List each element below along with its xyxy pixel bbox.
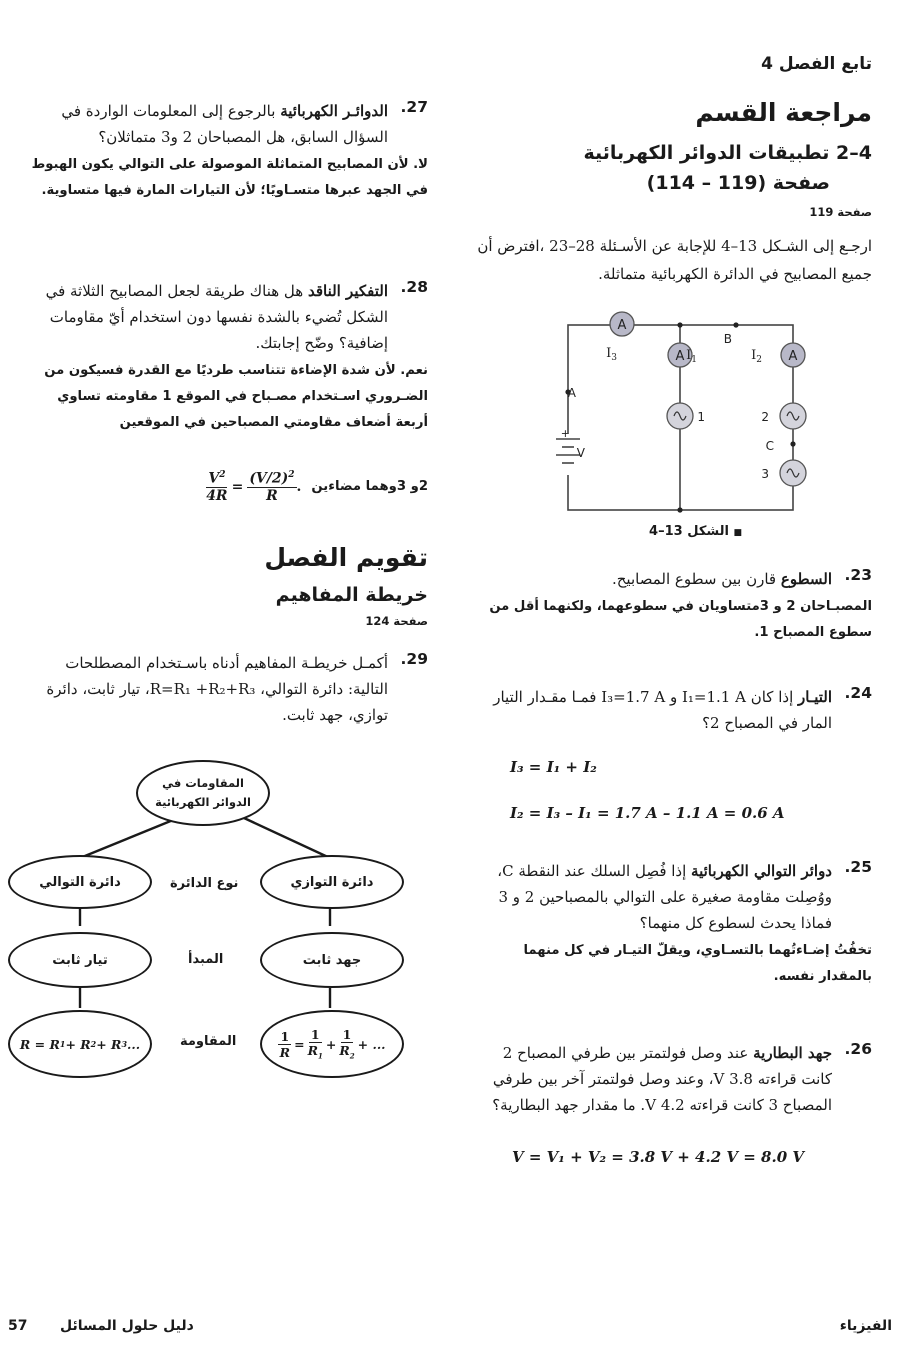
answer-28: نعم. لأن شدة الإضاءة تتناسب طرديًا مع القدرة فسيكون من الضـروري اسـتخدام مصـباح في الموقع 1 مقاومته تساوي أربعة أضعاف مقاومتي المصباحين في الموقعين: [44, 363, 428, 430]
section-intro: ارجـع إلى الشـكل 13–4 للإجابة عن الأسـئلة 28–23 ،افترض أن جميع المصابيح في الدائرة الكهربائية متماثلة.: [477, 237, 872, 283]
circuit-diagram: [540, 305, 820, 545]
concept-label-principle: المبدأ: [188, 952, 224, 967]
answer-27: لا. لأن المصابيح المتماثلة الموصولة على التوالي يكون الهبوط في الجهد عبرها متسـاويًا؛ لأن التيارات المارة فيها متساوية.: [31, 157, 428, 198]
concept-series-formula-node: R = R 1 + R 2 + R 3 ...: [8, 1010, 152, 1078]
concept-label-type: نوع الدائرة: [170, 876, 239, 891]
svg-text:V: V: [576, 446, 585, 460]
answer-28-formula: 2و 3وهما مضاءين $\frac{V^2}{4R}$ = $\frac{(V/2)^2}{R}$ .: [206, 470, 428, 504]
svg-text:A: A: [675, 349, 685, 364]
svg-text:A: A: [617, 318, 627, 333]
bulb-icon: [667, 403, 693, 429]
question-26: 26. جهد البطارية عند وصل فولتمتر بين طرفي المصباح 2 كانت قراءته 3.8 V، وعند وصل فولتمتر آخر بين طرفي المصباح 3 كانت قراءته 4.2 V. ما مقدار جهد البطارية؟: [492, 1040, 872, 1114]
chapter-review-title: تقويم الفصل: [264, 543, 428, 572]
question-27: 27. الدوائـر الكهربائية بالرجوع إلى المعلومات الواردة في السؤال السابق، هل المصباحان 2 و3 متماثلان؟ لا. لأن المصابيح المتماثلة الموصولة على التوالي يكون الهبوط في الجهد عبرها متسـاويًا؛ لأن التيارات المارة فيها متساوية.: [28, 98, 428, 204]
ammeter-icon: [610, 312, 634, 336]
question-25: 25. دوائر التوالي الكهربائية إذا فُصِل السلك عند النقطة C، ووُصِلت مقاومة صغيرة على التوالي بالمصباحين 2 و 3 فماذا يحدث لسطوع كل منهما؟ تخفُتُ إضـاءتُهما بالتسـاوي، ويقلّ التيـار في كل منهما بالمقدار نفسه.: [470, 858, 872, 990]
svg-text:I3: $I_3$: [606, 346, 617, 363]
svg-text:2: 2: [761, 410, 769, 424]
page-reference: صفحة 119: [809, 205, 872, 219]
svg-text:1: 1: [697, 410, 705, 424]
concept-label-resistance: المقاومة: [180, 1034, 237, 1049]
svg-text:A: A: [567, 386, 576, 400]
footer-page-number: 57: [8, 1318, 28, 1334]
section-review-title: مراجعة القسم: [695, 98, 872, 127]
concept-voltage-node: جهد ثابت: [260, 932, 404, 988]
section-pages: صفحة (119 – 114): [646, 172, 830, 194]
svg-text:A: A: [788, 349, 798, 364]
chapter-continued-header: تابع الفصل 4: [761, 54, 872, 74]
svg-text:C: C: [765, 439, 774, 453]
answer-25: تخفُتُ إضـاءتُهما بالتسـاوي، ويقلّ التيـار في كل منهما بالمقدار نفسه.: [523, 943, 872, 984]
bulb-icon: [780, 460, 806, 486]
question-28: 28. التفكير الناقد هل هناك طريقة لجعل المصابيح الثلاثة في الشكل تُضيء بالشدة نفسها دون استخدام أيّ مقاومات إضافية؟ وضّح إجابتك. نعم. لأن شدة الإضاءة تتناسب طرديًا مع القدرة فسيكون من الضـروري اسـتخدام مصـباح في الموقع 1 مقاومته تساوي أربعة أضعاف مقاومتي المصباحين في الموقعين: [28, 278, 428, 436]
equation-24a: I₃ = I₁ + I₂: [510, 758, 597, 776]
svg-text:I1: $I_1$: [686, 348, 697, 365]
svg-text:I2: $I_2$: [751, 348, 762, 365]
svg-text:+: +: [560, 427, 570, 440]
concept-map-subtitle: خريطة المفاهيم: [275, 584, 428, 606]
concept-current-node: تيار ثابت: [8, 932, 152, 988]
concept-parallel-node: دائرة التوازي: [260, 855, 404, 909]
chapter-page-reference: صفحة 124: [365, 614, 428, 628]
section-subtitle: 4–2 تطبيقات الدوائر الكهربائية: [583, 142, 872, 164]
svg-text:B: B: [723, 332, 732, 346]
equation-26: V = V₁ + V₂ = 3.8 V + 4.2 V = 8.0 V: [512, 1148, 804, 1166]
concept-series-node: دائرة التوالي: [8, 855, 152, 909]
figure-caption: ■ الشكل 13–4: [649, 524, 742, 539]
question-29: 29. أكمـل خريطـة المفاهيم أدناه باسـتخدام المصطلحات التالية: دائرة التوالي، R=R₁ +R₂+R₃، تيار ثابت، دائرة توازي، جهد ثابت.: [46, 650, 428, 724]
concept-root-node: المقاومات في الدوائر الكهربائية: [136, 760, 270, 826]
bulb-icon: [780, 403, 806, 429]
answer-23: المصبـاحان 2 و 3متساويان في سطوعهما، ولكنهما أقل من سطوع المصباح 1.: [489, 599, 872, 640]
equation-24b: I₂ = I₃ – I₁ = 1.7 A – 1.1 A = 0.6 A: [510, 804, 785, 822]
footer-book-title: دليل حلول المسائل: [60, 1318, 194, 1334]
question-23: 23. السطوع قارن بين سطوع المصابيح. المصبـاحان 2 و 3متساويان في سطوعهما، ولكنهما أقل من سطوع المصباح 1.: [470, 566, 872, 646]
concept-parallel-formula-node: $\frac{1}{R}$ = $\frac{1}{R_1}$ + $\frac{1}{R_2}$ + ...: [260, 1010, 404, 1078]
ammeter-icon: [781, 343, 805, 367]
svg-text:3: 3: [761, 467, 769, 481]
question-24: 24. التيـار إذا كان I₁=1.1 A و I₃=1.7 A فمـا مقـدار التيار المار في المصباح 2؟: [493, 684, 872, 732]
footer-subject: الفيزياء: [839, 1318, 892, 1334]
